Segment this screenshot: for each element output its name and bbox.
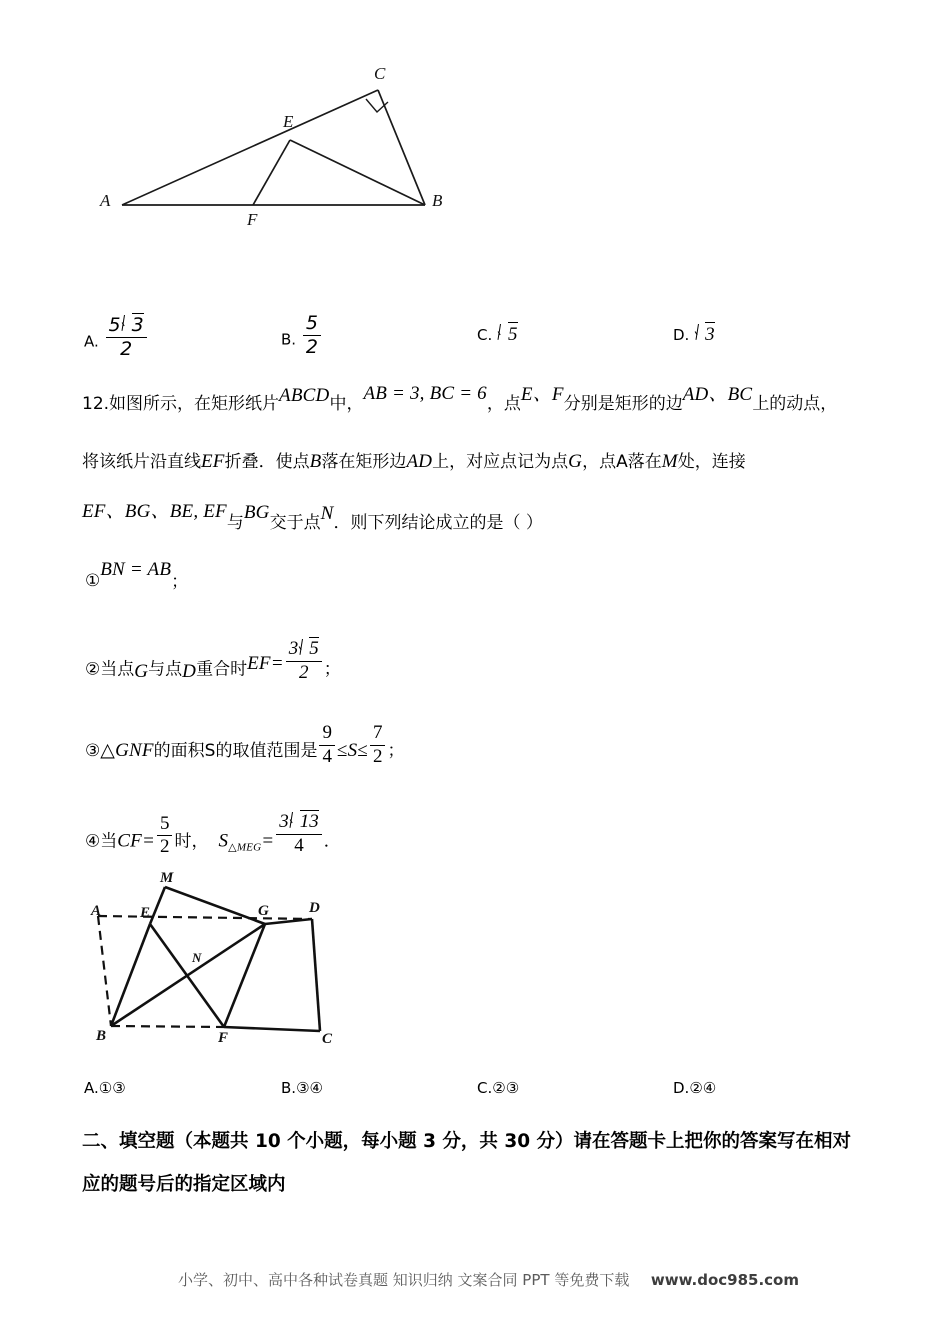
statement-3-hi-num: 7	[370, 723, 386, 746]
q12-l1-t5: 上的动点，	[752, 394, 838, 414]
statement-2-var-a: G	[134, 661, 149, 683]
figure2-label-N: N	[192, 950, 202, 965]
q11-choice-c[interactable]	[477, 322, 518, 346]
q12-choice-c-key: C.	[477, 1079, 493, 1097]
q12-l1-v1: ABCD	[279, 385, 330, 406]
q12-l1-v2: E、F	[520, 384, 564, 405]
statement-4-area-fraction	[276, 810, 322, 856]
q12-l2-v4: G	[568, 451, 583, 472]
statement-4-num-coef: 3	[279, 811, 289, 832]
q12-l2-t4: 上，对应点记为点	[432, 452, 569, 472]
footer-text: 小学、初中、高中各种试卷真题 知识归纳 文案合同 PPT 等免费下载	[178, 1271, 630, 1289]
q11-choice-b-key: B.	[281, 330, 297, 349]
q12-choice-c-value: ②③	[492, 1079, 520, 1097]
q11-a-num-coef: 5	[108, 314, 121, 336]
figure2-label-E: E	[140, 905, 151, 921]
statement-1-tail: ；	[171, 572, 189, 592]
q11-b-num: 5	[303, 313, 321, 336]
q11-choice-d[interactable]	[673, 322, 715, 346]
footer-site[interactable]: www.doc985.com	[650, 1271, 799, 1289]
q11-choice-a[interactable]	[84, 313, 149, 359]
q12-l1-t2: 中，	[329, 394, 364, 414]
statement-2-text-a: 当点	[100, 659, 135, 680]
q12-choice-a-value: ①③	[98, 1079, 126, 1097]
statement-4-lhs: CF	[117, 830, 142, 852]
statement-2-num-coef: 3	[288, 638, 299, 659]
figure2-label-B: B	[96, 1028, 107, 1044]
statement-2-text-c: 重合时	[196, 659, 248, 680]
figure2-label-M: M	[160, 870, 174, 886]
q12-l3-t1: 与	[226, 513, 244, 533]
statement-3-tail: ；	[387, 740, 405, 761]
statement-2-text-b: 与点	[148, 659, 183, 680]
statement-3-var-a: GNF	[115, 739, 154, 761]
q12-statement-1	[85, 559, 189, 592]
q12-l2-t5: ，点A落在	[582, 452, 662, 472]
q12-l3-v3: N	[320, 503, 334, 524]
q12-l2-t2: 折叠．使点	[224, 452, 310, 472]
figure2-label-D: D	[309, 900, 320, 916]
statement-3-rel-2: ≤	[357, 739, 368, 761]
statement-4-text-a: 当	[100, 831, 118, 852]
q11-choice-d-key: D.	[673, 326, 690, 344]
q11-choice-c-key: C.	[477, 326, 493, 344]
q12-l3-v2: BG	[243, 502, 270, 523]
figure1-label-F: F	[247, 210, 258, 229]
q12-l2-v1: EF	[201, 451, 225, 472]
q12-choice-d-value: ②④	[689, 1079, 717, 1097]
figure1-label-C: C	[374, 64, 386, 83]
q12-choice-a[interactable]	[84, 1079, 126, 1097]
statement-2-var-b: D	[182, 661, 197, 683]
q11-choice-b[interactable]	[281, 313, 323, 357]
footer-bar	[178, 1269, 799, 1290]
q12-l3-t3: ．则下列结论成立的是（ ）	[333, 513, 543, 533]
folded-rectangle-svg	[82, 862, 352, 1052]
figure-triangle-abc	[80, 55, 480, 240]
statement-2-eq: =	[270, 653, 284, 675]
q12-l1-eq1: AB = 3, BC = 6	[363, 383, 487, 404]
statement-3-lower-bound	[319, 723, 335, 767]
q12-l3-v1: EF、BG、BE, EF	[82, 501, 227, 522]
q12-choice-b-value: ③④	[296, 1079, 323, 1097]
q12-statement-3	[85, 723, 404, 767]
q11-a-num-radicand: 3	[131, 314, 144, 336]
statement-3-hi-den: 2	[372, 745, 383, 767]
q12-choice-c[interactable]	[477, 1079, 519, 1097]
q12-l1-t3: ，点	[486, 394, 521, 414]
statement-3-lo-num: 9	[319, 723, 335, 746]
statement-4-eq-2: =	[261, 830, 275, 852]
statement-3-lo-den: 4	[322, 745, 332, 767]
section-heading-line-2: 应的题号后的指定区域内	[82, 1174, 286, 1195]
statement-2-den: 2	[299, 661, 309, 683]
figure-folded-rectangle	[82, 862, 352, 1052]
statement-4-den-b: 4	[294, 834, 304, 856]
q12-l2-t1: 将该纸片沿直线	[82, 452, 201, 472]
q12-l2-v3: AD	[406, 451, 433, 472]
statement-2-fraction	[286, 637, 322, 683]
q12-l2-t3: 落在矩形边	[321, 452, 407, 472]
statement-4-den-a: 2	[159, 836, 170, 858]
triangle-abc-svg	[80, 55, 480, 240]
figure2-label-G: G	[258, 903, 269, 919]
q12-l1-t1: 如图所示，在矩形纸片	[109, 394, 280, 414]
figure2-label-C: C	[322, 1031, 333, 1047]
statement-4-eq: =	[141, 830, 155, 852]
q11-c-radicand: 5	[508, 324, 518, 345]
statement-3-mid: S	[347, 739, 358, 761]
q12-l1-t4: 分别是矩形的边	[563, 394, 683, 414]
statement-4-marker: ④	[85, 831, 101, 852]
statement-2-tail: ；	[323, 659, 341, 680]
statement-3-rel-1: ≤	[336, 739, 348, 761]
statement-4-num-a: 5	[157, 814, 173, 837]
q12-l1-v3: AD、BC	[682, 384, 753, 405]
figure1-label-E: E	[283, 112, 294, 131]
statement-4-text-b: 时，	[174, 831, 209, 852]
statement-2-lhs: EF	[247, 653, 271, 675]
q11-choice-a-key: A.	[84, 332, 99, 351]
statement-3-text-a: 的面积S的取值范围是	[153, 740, 318, 761]
statement-2-marker: ②	[85, 659, 101, 680]
q12-stem-line-2	[82, 452, 746, 471]
q12-choice-d-key: D.	[673, 1079, 690, 1097]
statement-4-area-subscript: △MEG	[228, 841, 262, 854]
q11-a-den: 2	[120, 337, 133, 360]
statement-3-marker: ③	[85, 740, 101, 761]
q12-choice-b[interactable]	[281, 1079, 323, 1097]
q12-stem-line-1	[82, 383, 838, 414]
q12-l2-t6: 处，连接	[677, 452, 746, 472]
statement-3-triangle-symbol: △	[100, 739, 116, 761]
q12-choice-a-key: A.	[84, 1079, 99, 1097]
q12-l3-t2: 交于点	[269, 513, 321, 533]
figure1-label-A: A	[100, 191, 111, 210]
q11-choice-a-fraction	[106, 313, 147, 359]
statement-3-upper-bound	[370, 723, 386, 767]
figure2-label-F: F	[218, 1030, 229, 1046]
q12-choice-d[interactable]	[673, 1079, 716, 1097]
q11-choice-b-fraction	[303, 313, 321, 357]
statement-4-num-radicand: 13	[299, 811, 319, 832]
q11-b-den: 2	[305, 335, 318, 358]
figure2-label-A: A	[91, 903, 102, 919]
q12-choice-b-key: B.	[281, 1079, 297, 1097]
q12-number: 12.	[82, 394, 110, 414]
q12-statement-2	[85, 637, 341, 683]
statement-4-cf-fraction	[157, 814, 173, 858]
q12-l2-v5: M	[661, 451, 678, 472]
statement-1-marker: ①	[85, 571, 101, 591]
q12-statement-4	[85, 810, 341, 858]
statement-1-expr: BN = AB	[100, 559, 172, 580]
section-heading-line-1: 二、填空题（本题共 10 个小题，每小题 3 分，共 30 分）请在答题卡上把你的答案写在相对	[82, 1131, 852, 1152]
statement-4-area-symbol: S	[218, 830, 229, 852]
statement-4-tail: ．	[323, 831, 341, 852]
figure1-label-B: B	[432, 191, 443, 210]
q12-stem-line-3	[82, 501, 543, 533]
q12-l2-v2: B	[309, 451, 322, 472]
q11-d-radicand: 3	[705, 324, 715, 345]
statement-2-num-radicand: 5	[309, 638, 319, 659]
